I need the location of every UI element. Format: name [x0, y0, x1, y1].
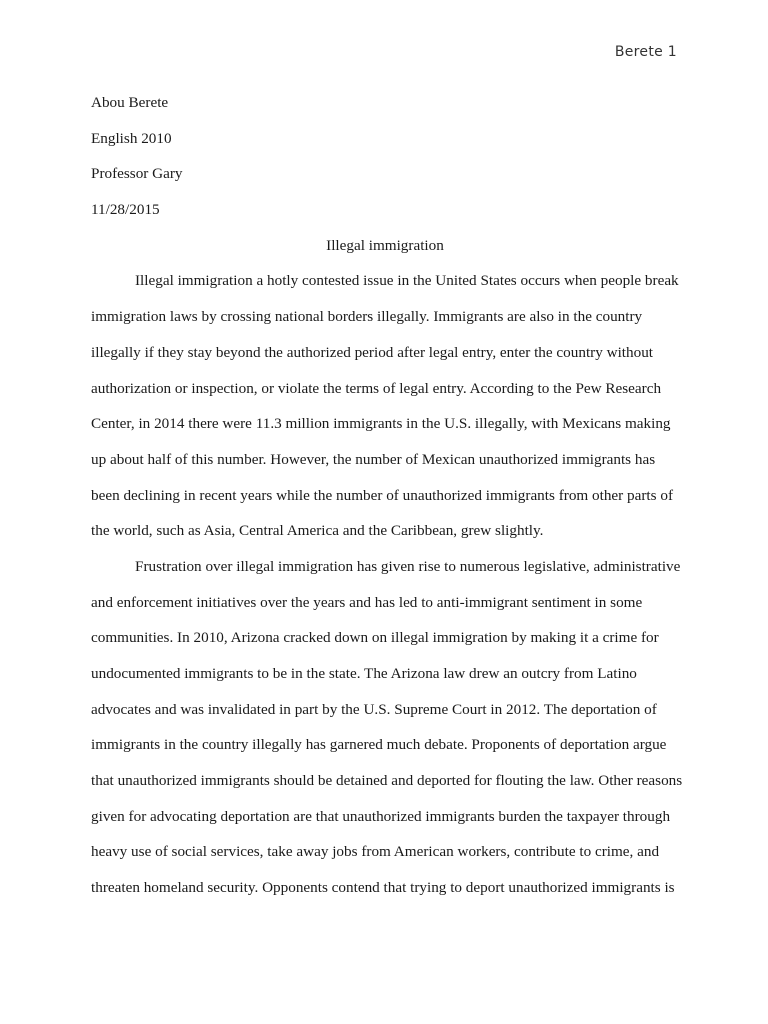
paragraph-line: heavy use of social services, take away jobs from American workers, contribute to crime, and: [91, 843, 660, 861]
paragraph-line: Illegal immigration a hotly contested issue in the United States occurs when people break: [135, 272, 679, 290]
paragraph-line: and enforcement initiatives over the years and has led to anti-immigrant sentiment in some: [91, 593, 643, 611]
course-name: English 2010: [91, 129, 172, 147]
paragraph-2: [91, 549, 683, 906]
paragraph-line: communities. In 2010, Arizona cracked down on illegal immigration by making it a crime for: [91, 629, 659, 647]
paragraph-line: given for advocating deportation are that unauthorized immigrants burden the taxpayer through: [91, 807, 671, 825]
paragraph-line: that unauthorized immigrants should be detained and deported for flouting the law. Other reasons: [91, 772, 683, 790]
author-name: Abou Berete: [91, 94, 169, 111]
document-body: [91, 85, 683, 906]
paragraph-line: Frustration over illegal immigration has given rise to numerous legislative, administrative: [135, 557, 681, 575]
paragraph-line: been declining in recent years while the number of unauthorized immigrants from other parts of: [91, 486, 673, 504]
paragraph-line: illegally if they stay beyond the authorized period after legal entry, enter the country without: [91, 343, 654, 361]
essay-date: 11/28/2015: [91, 201, 160, 219]
running-head: Berete 1: [614, 44, 677, 60]
paragraph-line: immigration laws by crossing national borders illegally. Immigrants are also in the country: [91, 308, 643, 326]
paragraph-1: [91, 263, 679, 549]
paragraph-line: up about half of this number. However, the number of Mexican unauthorized immigrants has: [91, 450, 656, 468]
professor-name: Professor Gary: [91, 165, 183, 183]
paragraph-line: advocates and was invalidated in part by the U.S. Supreme Court in 2012. The deportation of: [91, 700, 657, 718]
paragraph-line: authorization or inspection, or violate the terms of legal entry. According to the Pew Research: [91, 379, 662, 397]
essay-title: Illegal immigration: [326, 236, 444, 254]
paragraph-line: undocumented immigrants to be in the state. The Arizona law drew an outcry from Latino: [91, 665, 637, 682]
paragraph-line: the world, such as Asia, Central America and the Caribbean, grew slightly.: [91, 522, 544, 540]
paragraph-line: Center, in 2014 there were 11.3 million immigrants in the U.S. illegally, with Mexicans making: [91, 415, 671, 433]
paragraph-line: threaten homeland security. Opponents contend that trying to deport unauthorized immigrants is: [91, 879, 675, 897]
paragraph-line: immigrants in the country illegally has garnered much debate. Proponents of deportation argue: [91, 736, 667, 754]
